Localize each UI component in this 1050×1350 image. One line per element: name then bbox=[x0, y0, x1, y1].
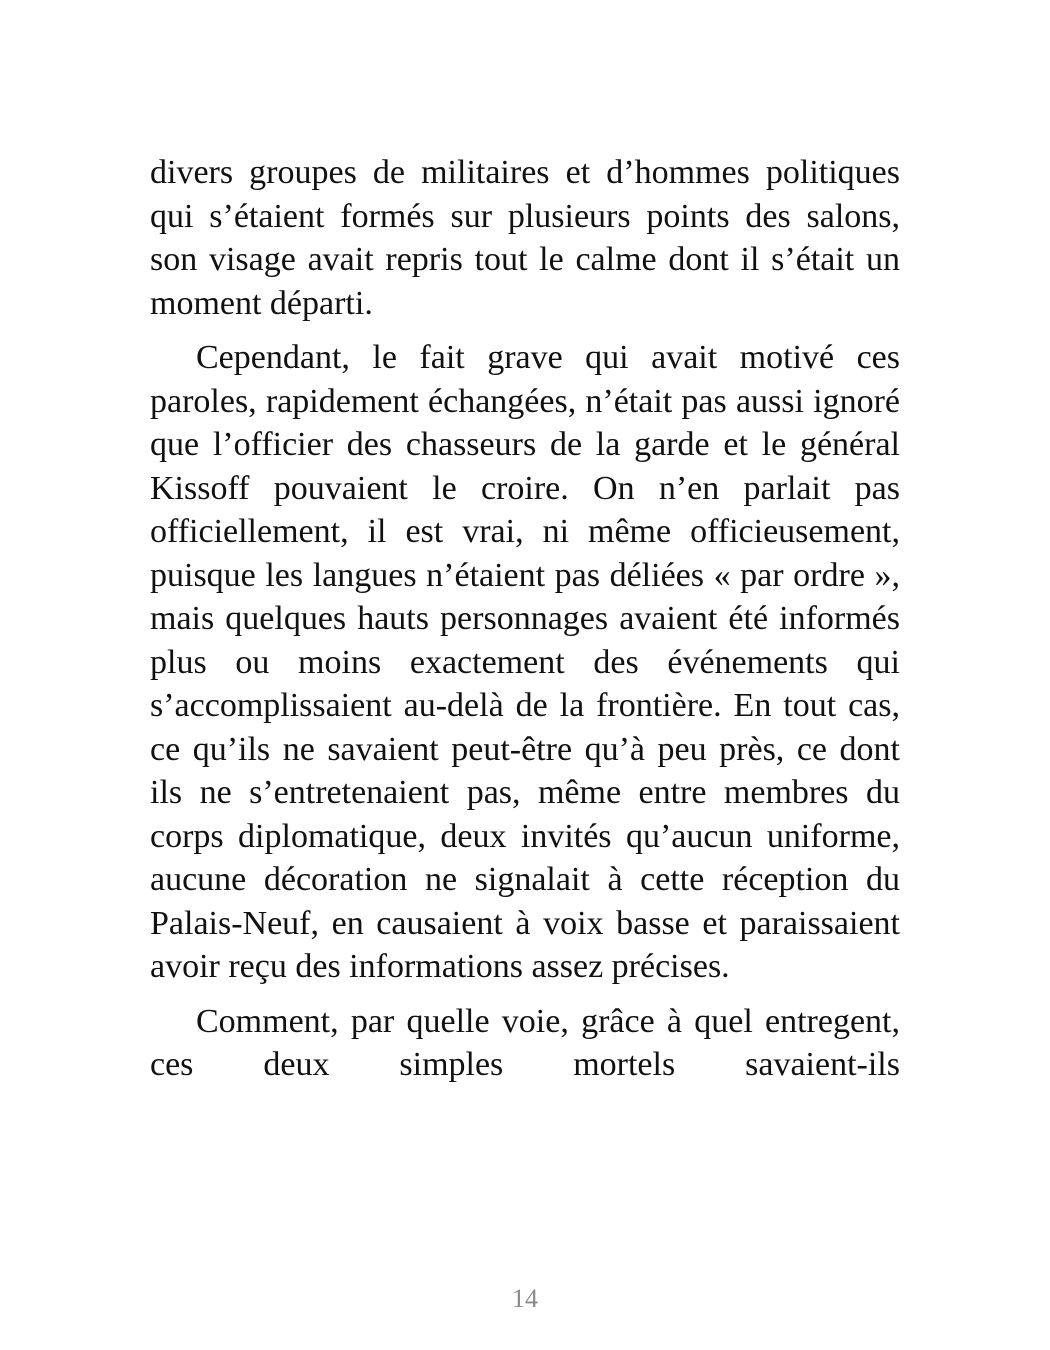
page-number: 14 bbox=[512, 1284, 538, 1313]
paragraph-continued: divers groupes de militaires et d’hommes politiques qui s’étaient formés sur plusieurs points des salons, son visage avait repris tout le calme dont il s’était un moment départi. bbox=[150, 154, 900, 322]
paragraph-comment: Comment, par quelle voie, grâce à quel entregent, ces deux simples mortels savaient-ils bbox=[150, 1002, 900, 1083]
body-text bbox=[150, 151, 900, 1098]
paragraph-cependant: Cependant, le fait grave qui avait motivé ces paroles, rapidement échangées, n’était pas aussi ignoré que l’officier des chasseurs de la garde et le général Kissoff pouvaient le croire. On n’en parlait pas officiellement, il est vrai, ni même officieusement, puisque les langues n’étaient pas déliées « par ordre », mais quelques hauts personnages avaient été informés plus ou moins exactement des événements qui s’accomplissaient au-delà de la frontière. En tout cas, ce qu’ils ne savaient peut-être qu’à peu près, ce dont ils ne s’entretenaient pas, même entre membres du corps diplomatique, deux invités qu’aucun uniforme, aucune décoration ne signalait à cette réception du Palais-Neuf, en causaient à voix basse et paraissaient avoir reçu des informations assez précises. bbox=[150, 339, 900, 985]
